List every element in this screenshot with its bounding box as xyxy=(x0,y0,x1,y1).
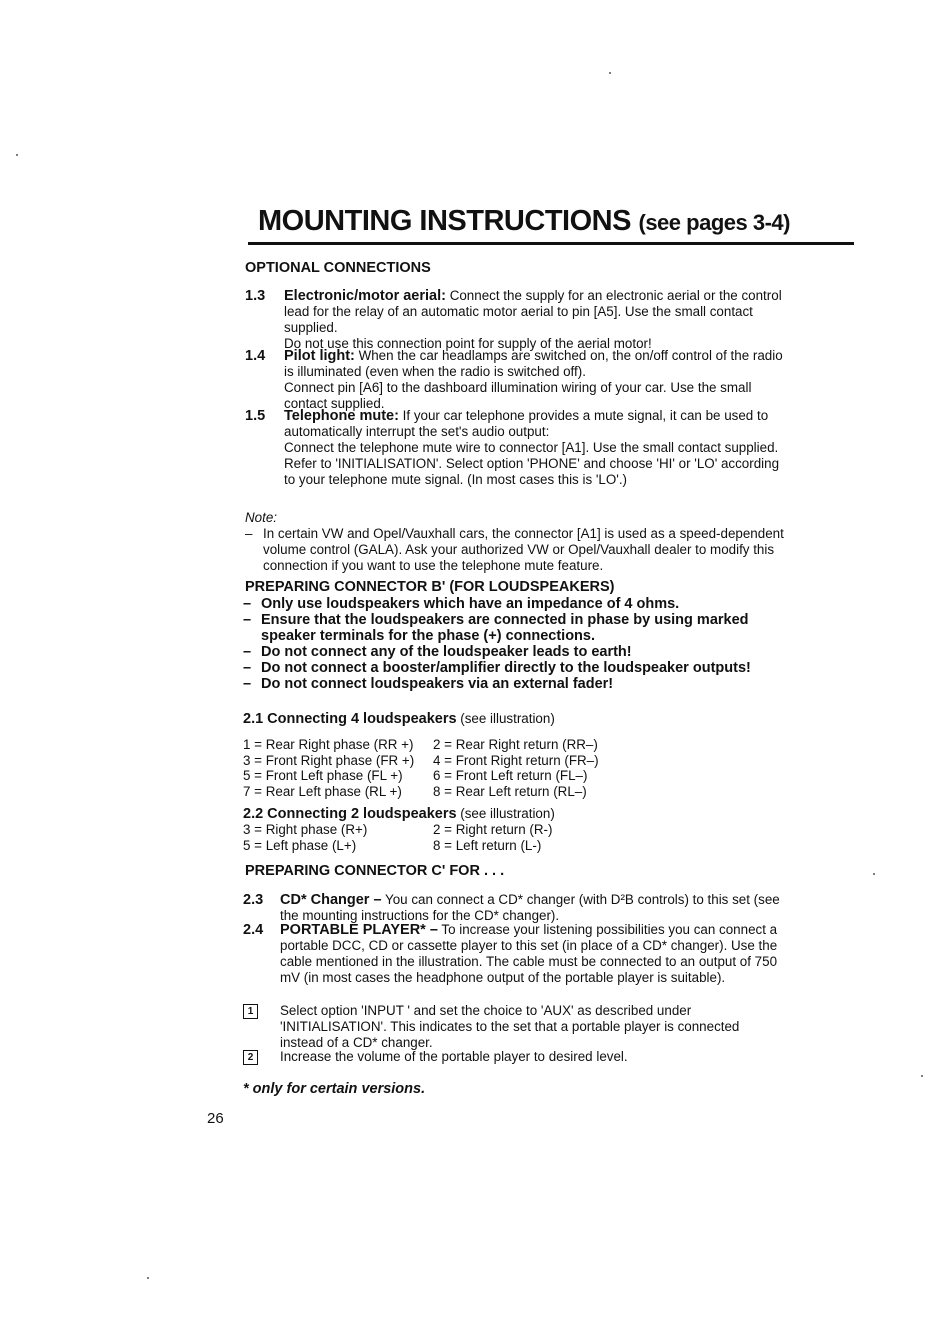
page-number: 26 xyxy=(207,1110,224,1127)
page-title xyxy=(258,203,858,241)
item-2-3 xyxy=(243,892,783,924)
item-1-5 xyxy=(245,408,785,488)
item-label: Pilot light: xyxy=(284,348,355,364)
footnote: * only for certain versions. xyxy=(243,1081,426,1097)
scan-speck xyxy=(609,72,611,74)
scan-speck xyxy=(16,154,18,156)
scan-speck xyxy=(921,1075,923,1077)
item-label: Telephone mute: xyxy=(284,408,399,424)
item-1-4 xyxy=(245,348,785,412)
item-extra: Connect pin [A6] to the dashboard illumination wiring of your car. Use the small contact supplied. xyxy=(284,380,752,411)
note xyxy=(245,526,785,574)
pin-row: 7 = Rear Left phase (RL +) 8 = Rear Left return (RL–) xyxy=(243,783,587,799)
four-speakers-title: 2.1 Connecting 4 loudspeakers xyxy=(243,711,457,727)
item-text: If your car telephone provides a mute signal, it can be used to automatically interrupt the set's audio output: xyxy=(284,408,769,439)
item-number: 1.5 xyxy=(245,408,266,424)
connector-b-heading: PREPARING CONNECTOR B' (FOR LOUDSPEAKERS) xyxy=(245,579,615,595)
step-text: Increase the volume of the portable player to desired level. xyxy=(280,1049,628,1064)
item-label: CD* Changer – xyxy=(280,892,382,908)
item-text: When the car headlamps are switched on, the on/off control of the radio is illuminated (even when the radio is switched off). xyxy=(284,348,783,379)
item-label: PORTABLE PLAYER* – xyxy=(280,922,438,938)
warning-item: – Do not connect a booster/amplifier directly to the loudspeaker outputs! xyxy=(243,660,751,676)
four-speakers-heading xyxy=(243,711,555,727)
warning-item: – Do not connect any of the loudspeaker leads to earth! xyxy=(243,644,632,660)
item-extra: Refer to 'INITIALISATION'. Select option 'PHONE' and choose 'HI' or 'LO' according to your telephone mute signal. (In most cases this is 'LO'.) xyxy=(284,456,780,487)
scan-speck xyxy=(873,873,875,875)
connector-c-heading: PREPARING CONNECTOR C' FOR . . . xyxy=(245,863,505,879)
title-main: MOUNTING INSTRUCTIONS xyxy=(258,205,631,237)
item-1-3 xyxy=(245,288,785,352)
note-dash: – xyxy=(245,526,253,541)
item-extra: Do not use this connection point for supply of the aerial motor! xyxy=(284,336,652,351)
step-number-box: 1 xyxy=(243,1004,258,1019)
item-2-4 xyxy=(243,922,783,986)
item-number: 2.3 xyxy=(243,892,264,908)
item-text: To increase your listening possibilities you can connect a portable DCC, CD or cassette player to this set (in place of a CD* changer). Use the cable mentioned in the illustration. The cable must be connected to an output of 750 mV (in most cases the headphone output of the portable player is suitable). xyxy=(280,922,778,985)
step-2 xyxy=(243,1049,783,1065)
two-speakers-title: 2.2 Connecting 2 loudspeakers xyxy=(243,806,457,822)
item-number: 1.4 xyxy=(245,348,266,364)
warning-item: – Ensure that the loudspeakers are connected in phase by using marked speaker terminals for the phase (+) connections. xyxy=(243,612,749,644)
note-text: In certain VW and Opel/Vauxhall cars, the connector [A1] is used as a speed-dependent volume control (GALA). Ask your authorized VW or Opel/Vauxhall dealer to modify this connection if you want to use the telephone mute feature. xyxy=(263,526,784,573)
note-label: Note: xyxy=(245,510,278,525)
two-speakers-pin-table xyxy=(243,822,552,853)
pin-row: 1 = Rear Right phase (RR +) 2 = Rear Right return (RR–) xyxy=(243,737,598,752)
scan-speck xyxy=(147,1277,149,1279)
step-1 xyxy=(243,1003,783,1051)
item-extra: Connect the telephone mute wire to connector [A1]. Use the small contact supplied. xyxy=(284,440,779,455)
item-number: 1.3 xyxy=(245,288,266,304)
title-underline xyxy=(248,242,854,245)
item-text: Connect the supply for an electronic aerial or the control lead for the relay of an automatic motor aerial to pin [A5]. Use the small contact supplied. xyxy=(284,288,782,335)
pin-row: 5 = Left phase (L+) 8 = Left return (L-) xyxy=(243,837,542,853)
title-subtitle: (see pages 3-4) xyxy=(638,210,790,235)
item-label: Electronic/motor aerial: xyxy=(284,288,446,304)
warning-item: – Only use loudspeakers which have an impedance of 4 ohms. xyxy=(243,596,680,612)
step-text: Select option 'INPUT ' and set the choice to 'AUX' as described under 'INITIALISATION'. This indicates to the set that a portable player is connected instead of a CD* changer. xyxy=(280,1003,740,1050)
two-speakers-heading xyxy=(243,806,555,822)
optional-connections-heading: OPTIONAL CONNECTIONS xyxy=(245,260,431,276)
pin-row: 5 = Front Left phase (FL +) 6 = Front Left return (FL–) xyxy=(243,768,588,783)
item-number: 2.4 xyxy=(243,922,264,938)
item-text: You can connect a CD* changer (with D²B controls) to this set (see the mounting instructions for the CD* changer). xyxy=(280,892,780,923)
two-speakers-note: (see illustration) xyxy=(456,806,555,821)
warning-item: – Do not connect loudspeakers via an external fader! xyxy=(243,676,614,692)
pin-row: 3 = Right phase (R+) 2 = Right return (R-) xyxy=(243,822,553,837)
loudspeaker-warnings xyxy=(243,596,783,692)
pin-row: 3 = Front Right phase (FR +) 4 = Front Right return (FR–) xyxy=(243,752,599,768)
four-speakers-pin-table xyxy=(243,737,599,799)
four-speakers-note: (see illustration) xyxy=(456,711,555,726)
step-number-box: 2 xyxy=(243,1050,258,1065)
